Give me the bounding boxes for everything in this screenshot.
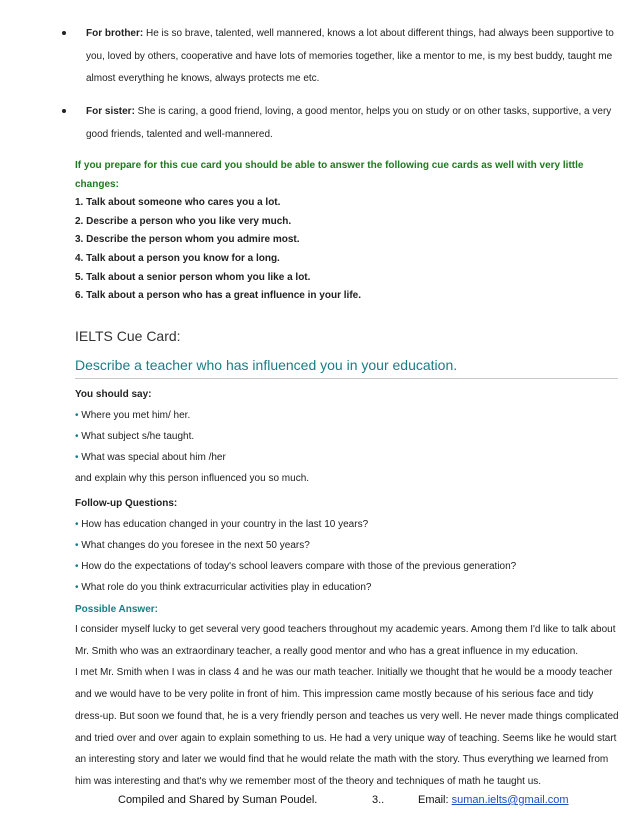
title-divider xyxy=(75,378,618,379)
bullet-label: For brother: xyxy=(86,28,144,39)
bullet-item-brother xyxy=(62,23,622,91)
bullet-dot-icon: • xyxy=(75,519,79,530)
footer-credit: Compiled and Shared by Suman Poudel. xyxy=(118,794,318,806)
footer-email: Email: suman.ielts@gmail.com xyxy=(418,794,569,806)
bullet-dot-icon: • xyxy=(75,582,79,593)
bullet-dot-icon: • xyxy=(75,410,79,421)
followup-item: • What changes do you foresee in the next 50 years? xyxy=(75,540,310,551)
followup-questions xyxy=(75,493,620,598)
bullet-item-sister xyxy=(62,101,622,146)
bullet-dot-icon: • xyxy=(75,561,79,572)
answer-paragraph: I consider myself lucky to get several very good teachers throughout my academic years. Among them I'd like to talk about Mr. Smith who was an extraordinary teacher, a really good mentor and who has a great influence in my education. xyxy=(75,624,616,657)
cue-card-heading: IELTS Cue Card: xyxy=(75,328,181,344)
possible-answer-label: Possible Answer: xyxy=(75,604,158,615)
bullet-dot-icon xyxy=(62,31,66,35)
bullet-dot-icon: • xyxy=(75,452,79,463)
related-item: 5. Talk about a senior person whom you like a lot. xyxy=(75,271,311,283)
should-say-label: You should say: xyxy=(75,389,152,400)
related-item: 6. Talk about a person who has a great influence in your life. xyxy=(75,290,361,302)
possible-answer xyxy=(75,619,623,793)
cue-card-title: Describe a teacher who has influenced you in your education. xyxy=(75,357,458,373)
related-item: 1. Talk about someone who cares you a lot. xyxy=(75,197,281,209)
followup-label: Follow-up Questions: xyxy=(75,498,178,509)
bullet-text: He is so brave, talented, well mannered, knows a lot about different things, had always been supportive to you, loved by others, cooperative and have lots of memories together, like a mentor to me, is my best buddy, taught me almost everything he knows, always protects me etc. xyxy=(86,28,614,84)
related-item: 4. Talk about a person you know for a long. xyxy=(75,252,280,264)
followup-item: • How has education changed in your country in the last 10 years? xyxy=(75,519,369,530)
followup-item: • What role do you think extracurricular activities play in education? xyxy=(75,582,372,593)
answer-paragraph: I met Mr. Smith when I was in class 4 and he was our math teacher. Initially we thought that he would be a moody teacher and we would have to be very polite in front of him. This impression came mostly because of his serious face and tidy dress-up. But soon we found that, he is a very friendly person and teaches us very well. He never made things complicated and tried over and over again to explain something to us. He had a very unique way of teaching. Seems like he would start an interesting story and later we would find that he would relate the math with the story. Thus everything we learned from him was interesting and that's why we remember most of the theory and techniques of math he taught us. xyxy=(75,667,619,787)
related-intro: If you prepare for this cue card you should be able to answer the following cue cards as well with very little changes: xyxy=(75,160,584,190)
related-item: 2. Describe a person who you like very much. xyxy=(75,215,292,227)
bullet-dot-icon: • xyxy=(75,540,79,551)
bullet-dot-icon: • xyxy=(75,431,79,442)
cue-card-prompts xyxy=(75,384,620,489)
related-item: 3. Describe the person whom you admire most. xyxy=(75,234,300,246)
followup-item: • How do the expectations of today's school leavers compare with those of the previous generation? xyxy=(75,561,517,572)
page-number: 3.. xyxy=(372,794,385,806)
prompt-item: • What was special about him /her xyxy=(75,452,226,463)
related-cue-cards xyxy=(75,157,615,306)
prompt-item: • Where you met him/ her. xyxy=(75,410,191,421)
bullet-label: For sister: xyxy=(86,106,135,117)
email-link[interactable]: suman.ielts@gmail.com xyxy=(451,794,569,806)
explain-line: and explain why this person influenced you so much. xyxy=(75,473,310,484)
bullet-text: She is caring, a good friend, loving, a good mentor, helps you on study or on other tasks, supportive, a very good friends, talented and well-mannered. xyxy=(86,106,612,140)
prompt-item: • What subject s/he taught. xyxy=(75,431,195,442)
bullet-dot-icon xyxy=(62,109,66,113)
